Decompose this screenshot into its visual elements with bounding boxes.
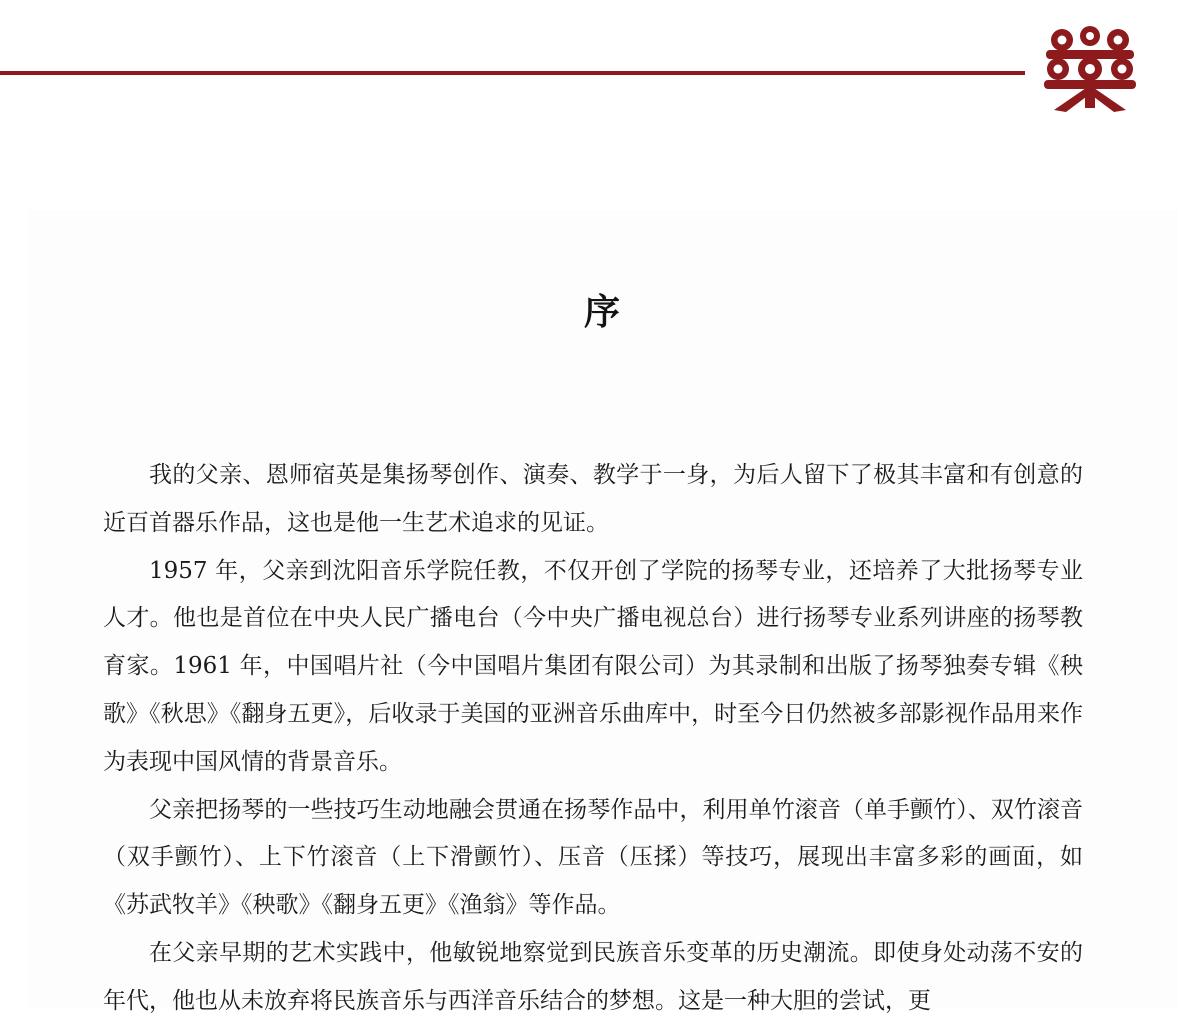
body-text	[103, 452, 1083, 1026]
paragraph-3: 父亲把扬琴的一些技巧生动地融会贯通在扬琴作品中，利用单竹滚音（单手颤竹）、双竹滚音（双手颤竹）、上下竹滚音（上下滑颤竹）、压音（压揉）等技巧，展现出丰富多彩的画面，如《苏武牧羊》《秧歌》《翻身五更》《渔翁》等作品。	[103, 796, 1083, 919]
header-rule	[0, 71, 1025, 75]
paragraph-4: 在父亲早期的艺术实践中，他敏锐地察觉到民族音乐变革的历史潮流。即使身处动荡不安的年代，他也从未放弃将民族音乐与西洋音乐结合的梦想。这是一种大胆的尝试，更	[103, 939, 1083, 1014]
paragraph-1: 我的父亲、恩师宿英是集扬琴创作、演奏、教学于一身，为后人留下了极其丰富和有创意的近百首器乐作品，这也是他一生艺术追求的见证。	[103, 462, 1083, 536]
paragraph-2: 1957 年，父亲到沈阳音乐学院任教，不仅开创了学院的扬琴专业，还培养了大批扬琴专业人才。他也是首位在中央人民广播电台（今中央广播电视总台）进行扬琴专业系列讲座的扬琴教育家。1961 年，中国唱片社（今中国唱片集团有限公司）为其录制和出版了扬琴独奏专辑《秧歌》《秋思》《翻身五更》，后收录于美国的亚洲音乐曲库中，时至今日仍然被多部影视作品用来作为表现中国风情的背景音乐。	[103, 557, 1083, 775]
page-title: 序	[583, 291, 620, 333]
ornamental-emblem-icon	[1040, 26, 1140, 114]
